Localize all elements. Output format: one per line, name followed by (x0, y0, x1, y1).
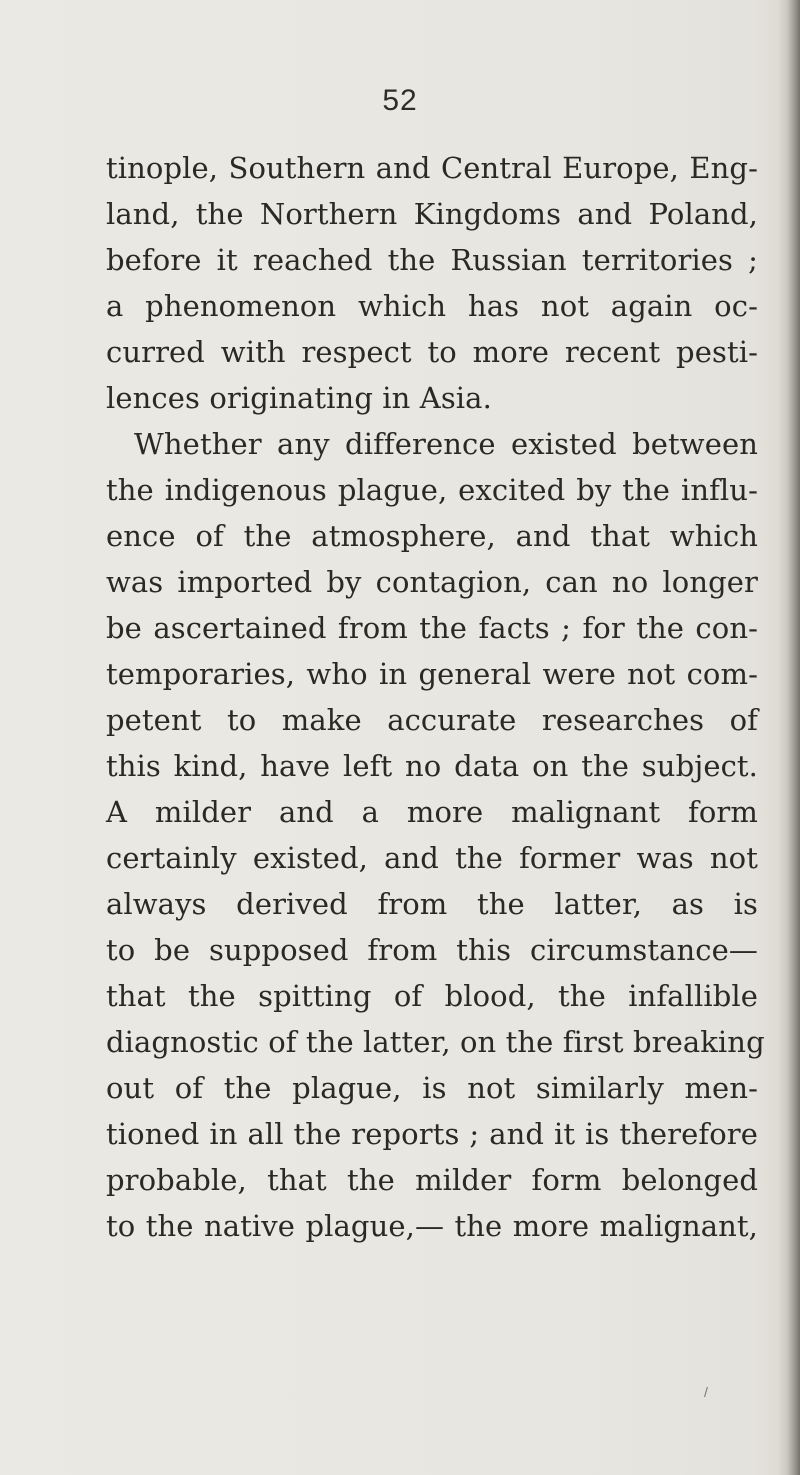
text-line: a phenomenon which has not again oc- (106, 289, 758, 323)
text-line: tioned in all the reports ; and it is therefore (106, 1117, 758, 1151)
text-line: A milder and a more malignant form (106, 795, 758, 829)
text-line: tinople, Southern and Central Europe, Eng- (106, 151, 758, 185)
text-line: before it reached the Russian territories ; (106, 243, 758, 277)
text-line: that the spitting of blood, the infallible (106, 979, 758, 1013)
text-line: Whether any difference existed between (134, 427, 758, 461)
text-line: temporaries, who in general were not com- (106, 657, 758, 691)
text-line: petent to make accurate researches of (106, 703, 758, 737)
text-line: lences originating in Asia. (106, 381, 492, 415)
text-line: always derived from the latter, as is (106, 887, 758, 921)
text-line: land, the Northern Kingdoms and Poland, (106, 197, 758, 231)
text-line: was imported by contagion, can no longer (106, 565, 758, 599)
text-line: certainly existed, and the former was not (106, 841, 758, 875)
text-line: this kind, have left no data on the subject. (106, 749, 758, 783)
text-line: diagnostic of the latter, on the first breaking (106, 1025, 765, 1059)
text-line: to the native plague,— the more malignant, (106, 1209, 758, 1243)
page-number: 52 (382, 84, 418, 117)
text-line: probable, that the milder form belonged (106, 1163, 758, 1197)
text-line: ence of the atmosphere, and that which (106, 519, 758, 553)
text-line: out of the plague, is not similarly men- (106, 1071, 758, 1105)
text-line: to be supposed from this circumstance— (106, 933, 758, 967)
body-text (106, 145, 765, 1249)
stray-mark: / (704, 1384, 708, 1400)
text-line: curred with respect to more recent pesti- (106, 335, 758, 369)
text-line: the indigenous plague, excited by the influ- (106, 473, 758, 507)
text-line: be ascertained from the facts ; for the con- (106, 611, 758, 645)
page-edge-shadow (778, 0, 800, 1475)
